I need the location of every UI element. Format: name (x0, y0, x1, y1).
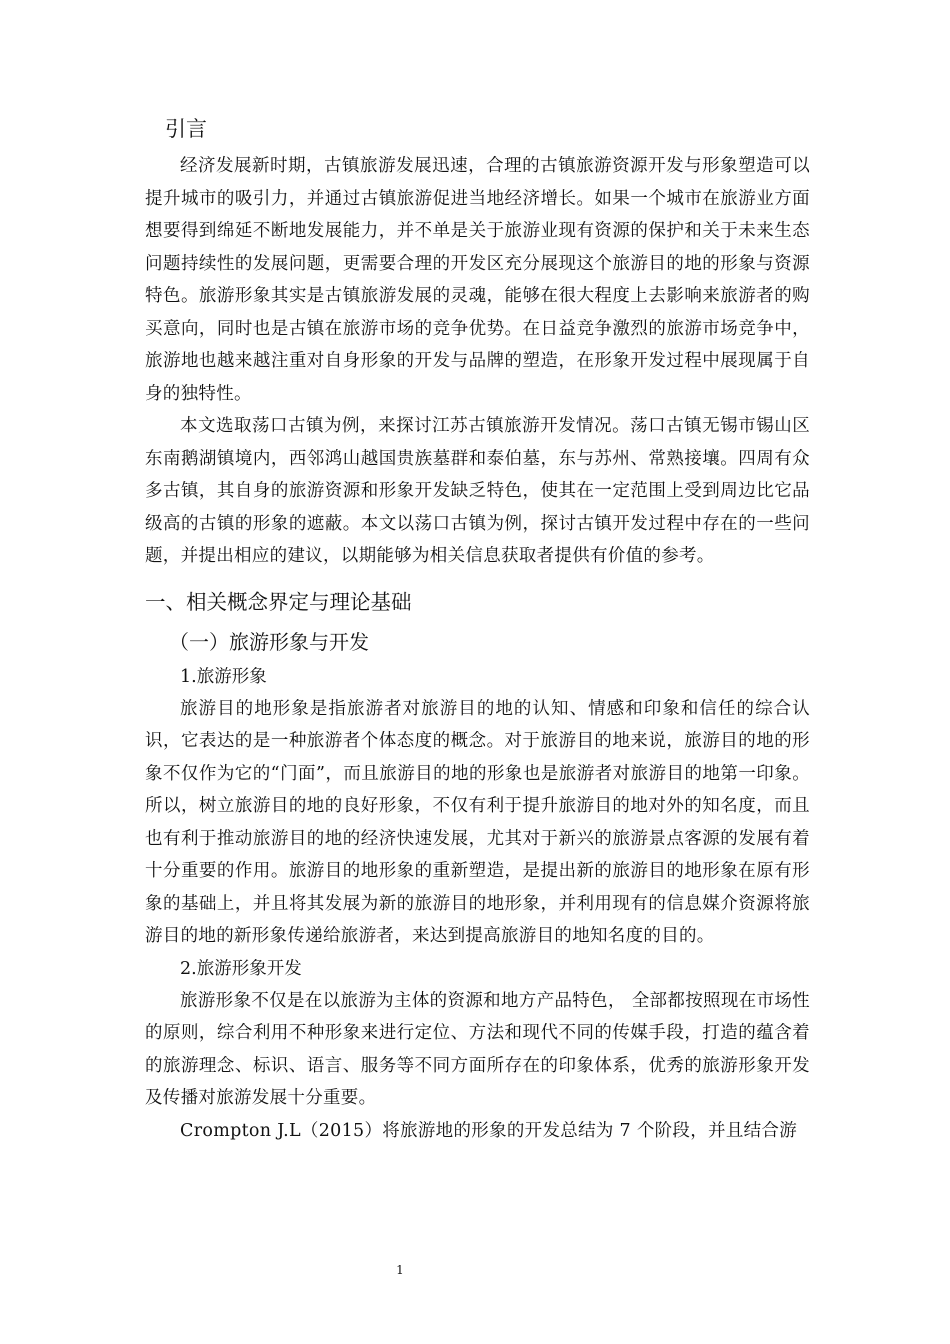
image-development-paragraph-1: 旅游形象不仅是在以旅游为主体的资源和地方产品特色， 全部都按照现在市场性的原则，综合利用不种形象来进行定位、方法和现代不同的传媒手段，打造的蕴含着的旅游理念、标识、语言、服务等不同方面所存在的印象体系，优秀的旅游形象开发及传播对旅游发展十分重要。 (145, 990, 810, 1108)
intro-paragraph-2: 本文选取荡口古镇为例，来探讨江苏古镇旅游开发情况。荡口古镇无锡市锡山区东南鹅湖镇境内，西邻鸿山越国贵族墓群和泰伯墓，东与苏州、常熟接壤。四周有众多古镇，其自身的旅游资源和形象开发缺乏特色，使其在一定范围上受到周边比它品级高的古镇的形象的遮蔽。本文以荡口古镇为例，探讨古镇开发过程中存在的一些问题，并提出相应的建议，以期能够为相关信息获取者提供有价值的参考。 (145, 416, 810, 566)
item-heading-tourism-image: 1.旅游形象 (180, 666, 267, 687)
subsection-heading: （一）旅游形象与开发 (169, 629, 369, 654)
page-number: 1 (396, 1263, 404, 1277)
section-heading: 一、相关概念界定与理论基础 (145, 589, 412, 614)
intro-paragraph-1: 经济发展新时期，古镇旅游发展迅速，合理的古镇旅游资源开发与形象塑造可以提升城市的吸引力，并通过古镇旅游促进当地经济增长。如果一个城市在旅游业方面想要得到绵延不断地发展能力，并不单是关于旅游业现有资源的保护和关于未来生态问题持续性的发展问题，更需要合理的开发区充分展现这个旅游目的地的形象与资源特色。旅游形象其实是古镇旅游发展的灵魂，能够在很大程度上去影响来旅游者的购买意向，同时也是古镇在旅游市场的竞争优势。在日益竞争激烈的旅游市场竞争中，旅游地也越来越注重对自身形象的开发与品牌的塑造，在形象开发过程中展现属于自身的独特性。 (145, 156, 810, 404)
item-heading-image-development: 2.旅游形象开发 (180, 958, 302, 979)
image-development-paragraph-2: Crompton J.L（2015）将旅游地的形象的开发总结为 7 个阶段，并且结合游 (180, 1120, 798, 1141)
document-body (145, 112, 810, 1147)
tourism-image-paragraph: 旅游目的地形象是指旅游者对旅游目的地的认知、情感和印象和信任的综合认识，它表达的是一种旅游者个体态度的概念。对于旅游目的地来说，旅游目的地的形象不仅作为它的“门面”，而且旅游目的地的形象也是旅游者对旅游目的地第一印象。所以，树立旅游目的地的良好形象，不仅有利于提升旅游目的地对外的知名度，而且也有利于推动旅游目的地的经济快速发展，尤其对于新兴的旅游景点客源的发展有着十分重要的作用。旅游目的地形象的重新塑造，是提出新的旅游目的地形象在原有形象的基础上，并且将其发展为新的旅游目的地形象，并利用现有的信息媒介资源将旅游目的地的新形象传递给旅游者，来达到提高旅游目的地知名度的目的。 (145, 698, 810, 946)
intro-heading: 引言 (165, 117, 207, 141)
